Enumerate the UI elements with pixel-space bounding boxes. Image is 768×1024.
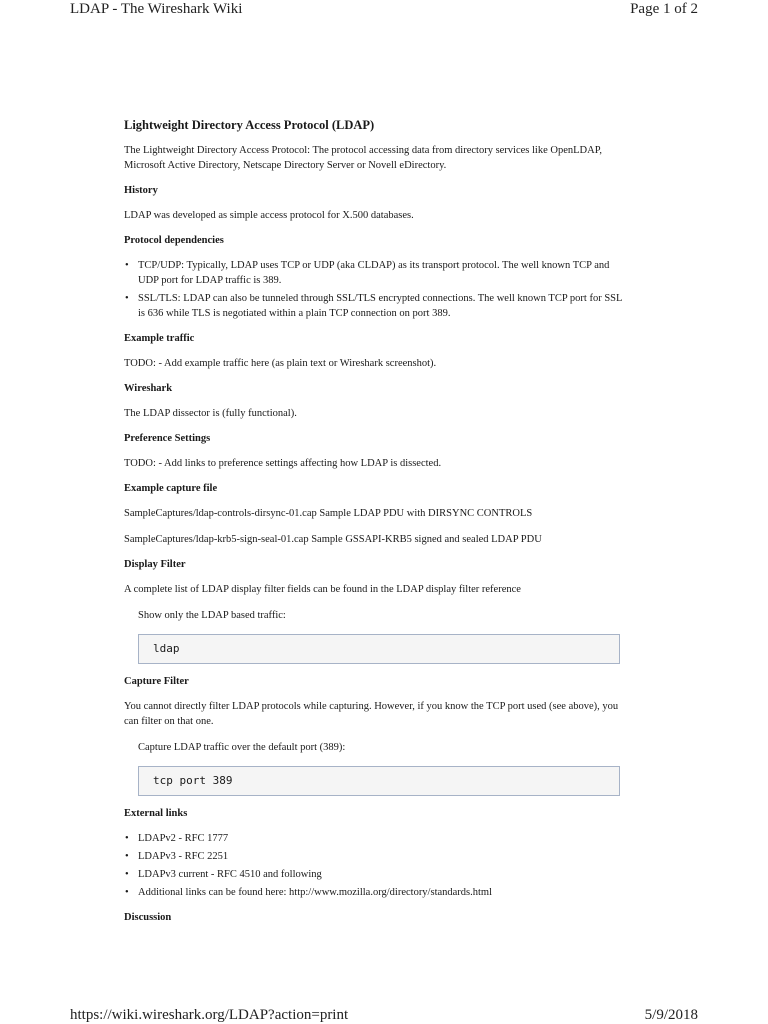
page-title: Lightweight Directory Access Protocol (LDAP) xyxy=(124,118,375,132)
list-item: • TCP/UDP: Typically, LDAP uses TCP or UDP (aka CLDAP) as its transport protocol. The well known TCP and UDP port for LDAP traffic is 389. xyxy=(138,258,624,288)
wireshark-heading: Wireshark xyxy=(124,383,173,394)
display-filter-text: A complete list of LDAP display filter fields can be found in the LDAP display filter reference xyxy=(124,584,521,595)
print-header-title: LDAP - The Wireshark Wiki xyxy=(70,1,243,17)
external-links-list xyxy=(124,831,624,900)
print-footer-date: 5/9/2018 xyxy=(644,1007,698,1023)
preference-settings-heading: Preference Settings xyxy=(124,433,211,444)
capture-file-line: SampleCaptures/ldap-controls-dirsync-01.cap Sample LDAP PDU with DIRSYNC CONTROLS xyxy=(124,508,533,519)
history-heading: History xyxy=(124,185,158,196)
print-header-page-number: Page 1 of 2 xyxy=(630,1,698,17)
article-body xyxy=(124,117,624,935)
example-traffic-text: TODO: - Add example traffic here (as plain text or Wireshark screenshot). xyxy=(124,358,437,369)
capture-filter-code-block: tcp port 389 xyxy=(138,766,620,796)
example-traffic-heading: Example traffic xyxy=(124,333,195,344)
list-item: • LDAPv2 - RFC 1777 xyxy=(138,831,624,846)
history-text: LDAP was developed as simple access protocol for X.500 databases. xyxy=(124,210,414,221)
list-item: • Additional links can be found here: http://www.mozilla.org/directory/standards.html xyxy=(138,885,624,900)
capture-filter-heading: Capture Filter xyxy=(124,676,189,687)
external-links-heading: External links xyxy=(124,808,188,819)
preference-settings-text: TODO: - Add links to preference settings affecting how LDAP is dissected. xyxy=(124,458,442,469)
protocol-dependencies-heading: Protocol dependencies xyxy=(124,235,224,246)
list-item: • SSL/TLS: LDAP can also be tunneled through SSL/TLS encrypted connections. The well known TCP port for SSL is 636 while TLS is negotiated within a plain TCP connection on port 389. xyxy=(138,291,624,321)
capture-file-line: SampleCaptures/ldap-krb5-sign-seal-01.cap Sample GSSAPI-KRB5 signed and sealed LDAP PDU xyxy=(124,534,542,545)
list-item: • LDAPv3 - RFC 2251 xyxy=(138,849,624,864)
display-filter-code-block: ldap xyxy=(138,634,620,664)
capture-filter-text: You cannot directly filter LDAP protocols while capturing. However, if you know the TCP port used (see above), you can filter on that one. xyxy=(124,701,619,727)
print-footer-url: https://wiki.wireshark.org/LDAP?action=print xyxy=(70,1007,349,1023)
wireshark-text: The LDAP dissector is (fully functional). xyxy=(124,408,297,419)
display-filter-heading: Display Filter xyxy=(124,559,186,570)
discussion-heading: Discussion xyxy=(124,912,172,923)
example-capture-file-heading: Example capture file xyxy=(124,483,218,494)
display-filter-note: Show only the LDAP based traffic: xyxy=(138,610,286,621)
list-item: • LDAPv3 current - RFC 4510 and following xyxy=(138,867,624,882)
protocol-dependencies-list xyxy=(124,258,624,321)
capture-filter-note: Capture LDAP traffic over the default port (389): xyxy=(138,742,346,753)
intro-paragraph: The Lightweight Directory Access Protocol: The protocol accessing data from directory services like OpenLDAP, Microsoft Active Directory, Netscape Directory Server or Novell eDirectory. xyxy=(124,145,603,171)
